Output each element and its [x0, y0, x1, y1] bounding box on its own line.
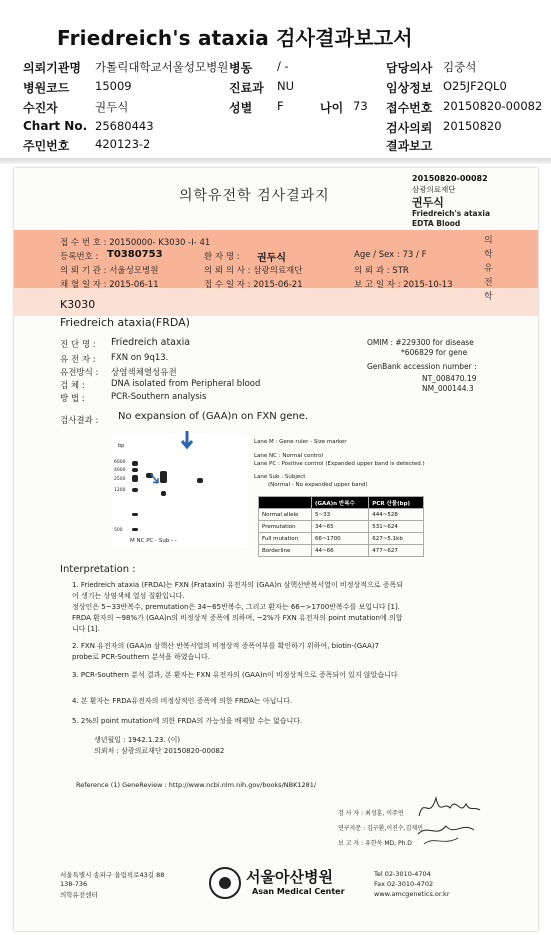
signer-line: 연구자문 : 김구환,이진수,김재민 [338, 825, 423, 832]
field-label: 의뢰기관명 [23, 61, 81, 75]
hospital-name-en: Asan Medical Center [252, 887, 345, 896]
table-row [259, 533, 424, 545]
table-cell: Premutation [259, 521, 312, 533]
field-label: 임상정보 [386, 81, 433, 95]
field-value: 20150820 [443, 119, 502, 133]
down-arrow-icon [180, 430, 194, 450]
corner-name: 권두식 [412, 196, 444, 209]
table-cell: PCR 산물(bp) [369, 497, 424, 509]
field-label: 성별 [229, 101, 253, 115]
scan-title: 의학유전학 검사결과지 [179, 188, 330, 204]
gel-band [160, 471, 167, 483]
signer-line: 검 사 자 : 최성훈, 이주연 [338, 810, 404, 817]
arrow-icon [150, 473, 160, 485]
reg-line: 보 고 일 자 : 2015-10-13 [354, 280, 453, 290]
interp-line: 정상인은 5~33반복수, premutation은 34~65반복수, 그리고 환자는 66~>1700반복수를 보입니다 [1]. [72, 603, 400, 611]
legend-line: Lane PC : Positive control (Expanded upper band is detected.) [254, 461, 425, 467]
field-value: 20150820-00082 [443, 99, 543, 113]
corner-label: EDTA Blood [412, 219, 461, 228]
interp-line: 4. 본 환자는 FRDA유전자의 비정상적인 증폭에 의한 FRDA는 아닙니다. [72, 697, 293, 705]
table-cell: Full mutation [259, 533, 312, 545]
field-value: 권두식 [95, 100, 129, 114]
field-label: 결과보고 [386, 139, 433, 153]
reference: Reference (1) GeneReview : http://www.ncbi.nlm.nih.gov/books/NBK1281/ [76, 781, 317, 789]
reg-label: 환 자 명 : [204, 252, 240, 262]
table-cell: 627~5.1kb [369, 533, 424, 545]
reg-label: 등록번호 : [60, 252, 99, 262]
table-cell: 531~624 [369, 521, 424, 533]
reg-line: 채 혈 일 자 : 2015-06-11 [60, 280, 159, 290]
field-value: O25JF2QL0 [443, 79, 507, 93]
table-cell: (GAA)n 반복수 [312, 497, 369, 509]
footer-tel: Tel 02-3010-4704 [374, 870, 431, 878]
table-cell: 44~66 [312, 545, 369, 557]
reg-line: 접 수 일 자 : 2015-06-21 [204, 280, 303, 290]
interp-line: 5. 2%의 point mutation에 의한 FRDA의 가능성을 배제할 수는 없습니다. [72, 717, 303, 725]
gel-marker: 500 [114, 528, 123, 533]
interp-line: probe로 PCR-Southern 분석을 하였습니다. [72, 653, 211, 661]
field-label: 주민번호 [23, 139, 70, 153]
field-label: 검사의뢰 [386, 121, 433, 135]
corner-label: 20150820-00082 [412, 174, 488, 183]
field-value: 25680443 [95, 119, 154, 133]
repeat-table [258, 496, 424, 557]
table-cell: Normal allele [259, 509, 312, 521]
field-label: 병동 [229, 61, 253, 75]
gel-band [132, 461, 138, 466]
field-label: 수진자 [23, 101, 58, 115]
field-value: F [277, 99, 284, 113]
field-label: 병원코드 [23, 81, 70, 95]
table-cell [259, 497, 312, 509]
reg-line: 의 뢰 기 관 : 서울성모병원 [60, 266, 159, 276]
field-value: 김중석 [443, 60, 477, 74]
footer-center: 의학유전센터 [60, 891, 98, 899]
field-value: NU [277, 79, 295, 93]
legend-line: Lane M : Gene ruler - Size marker [254, 439, 347, 445]
reg-line: 의 뢰 의 사 : 삼광의료재단 [204, 266, 303, 276]
table-row [259, 509, 424, 521]
table-row [259, 521, 424, 533]
test-code: K3030 [60, 298, 96, 311]
test-name: Friedreich ataxia(FRDA) [60, 316, 190, 329]
corner-label: Friedreich's ataxia [412, 209, 491, 218]
field-value: / - [277, 59, 289, 73]
info-value: PCR-Southern analysis [111, 392, 207, 402]
gel-marker: 6000 [114, 460, 126, 465]
signatures [414, 786, 484, 848]
legend-line: Lane Sub : Subject [254, 474, 306, 480]
patient-name: 권두식 [257, 253, 286, 264]
table-row [259, 545, 424, 557]
footer-address: 서울특별시 송파구 올림픽로43길 88 [60, 871, 165, 879]
gel-band [132, 468, 138, 472]
interp-line: 어 생기는 상염색체 열성 질환입니다. [72, 592, 185, 600]
gel-band [132, 475, 138, 482]
field-label: 접수번호 [386, 101, 433, 115]
field-label: Chart No. [23, 119, 88, 133]
gel-bp: bp [118, 443, 125, 449]
table-cell: 5~33 [312, 509, 369, 521]
info-value: 상염색체열성유전 [111, 368, 177, 378]
info-value: Friedreich ataxia [111, 337, 191, 348]
legend-line: Lane NC : Normal control [254, 453, 324, 459]
gel-band [132, 513, 138, 516]
omim-gene: *606829 for gene [401, 348, 468, 357]
interp-line: 1. Friedreich ataxia (FRDA)는 FXN (Frataxin) 유전자의 (GAA)n 삼핵산반복서열이 비정상적으로 증폭되 [72, 581, 404, 589]
genbank-nt: NT_008470.19 [422, 374, 477, 383]
divider [0, 158, 551, 164]
info-label: 검 체 : [60, 381, 85, 391]
footer-web: www.amcgenetics.or.kr [374, 890, 450, 898]
hospital-logo-icon [208, 866, 242, 900]
reg-number: T0380753 [107, 249, 163, 260]
reg-line: 접 수 번 호 : 20150000- K3030 -I- 41 [60, 238, 211, 248]
table-cell: Borderline [259, 545, 312, 557]
info-label: 진 단 명 : [60, 340, 96, 350]
result-label: 검사결과 : [60, 416, 99, 426]
field-label: 진료과 [229, 81, 264, 95]
side-text: 의학유전학 [484, 236, 493, 302]
hospital-name: 서울아산병원 [246, 868, 333, 886]
omim: OMIM : #229300 for disease [367, 338, 474, 347]
report-header [0, 0, 551, 160]
field-label: 담당의사 [386, 61, 433, 75]
info-value: DNA isolated from Peripheral blood [111, 379, 261, 389]
interp-line: FRDA 환자의 ~98%가 (GAA)n의 비정상적 증폭에 의하며, ~2%가 FXN 유전자의 point mutation에 의합 [72, 614, 403, 622]
interp-line: 2. FXN 유전자의 (GAA)n 삼핵산 반복서열의 비정상적 증폭여부를 확인하기 위하여, biotin-(GAA)7 [72, 642, 380, 650]
birth-date: 생년월일 : 1942.1.23. (이) [94, 736, 181, 744]
interp-line: 3. PCR-Southern 분석 결과, 본 환자는 FXN 유전자의 (GAA)n이 비정상적으로 증폭되어 있지 않았습니다 [72, 671, 398, 679]
info-label: 유 전 자 : [60, 355, 96, 365]
corner-label: 삼광의료재단 [412, 185, 456, 194]
age-sex: Age / Sex : 73 / F [354, 250, 427, 260]
table-cell: 444~528 [369, 509, 424, 521]
gel-band [161, 491, 166, 496]
scanned-report [14, 168, 538, 931]
legend-line: (Normal - No expanded upper band) [268, 482, 368, 488]
field-label: 나이 [320, 101, 344, 115]
result-text: No expansion of (GAA)n on FXN gene. [118, 411, 309, 422]
signer-line: 보 고 자 : 유한욱 MD, Ph.D [338, 840, 412, 847]
gel-band [197, 478, 203, 483]
gel-marker: 1200 [114, 488, 126, 493]
field-value: 73 [353, 99, 368, 113]
info-label: 방 법 : [60, 394, 85, 404]
reg-line: 의 뢰 과 : STR [354, 266, 409, 276]
report-title: Friedreich's ataxia 검사결과보고서 [57, 26, 413, 50]
gel-lanes: M NC PC - Sub - - [130, 538, 177, 544]
table-cell: 66~1700 [312, 533, 369, 545]
interp-title: Interpretation : [60, 564, 136, 575]
table-cell: 34~65 [312, 521, 369, 533]
requester: 의뢰처 : 삼광의료재단 20150820-00082 [94, 747, 225, 755]
info-value: FXN on 9q13. [111, 353, 169, 363]
gel-band [132, 528, 138, 531]
interp-line: 니다 [1]. [72, 625, 100, 633]
footer-fax: Fax 02-3010-4702 [374, 880, 434, 888]
genbank: GenBank accession number : [367, 362, 477, 371]
table-header [259, 497, 424, 509]
gel-marker: 2500 [114, 477, 126, 482]
footer-postcode: 138-736 [60, 880, 88, 888]
info-label: 유전방식 : [60, 368, 99, 378]
field-value: 가톨릭대학교서울성모병원 [95, 60, 229, 74]
field-value: 420123-2 [95, 137, 151, 151]
gel-marker: 4000 [114, 468, 126, 473]
field-value: 15009 [95, 79, 132, 93]
table-cell: 477~627 [369, 545, 424, 557]
genbank-nm: NM_000144.3 [422, 384, 474, 393]
gel-band [132, 488, 138, 492]
gel-image [112, 433, 247, 548]
